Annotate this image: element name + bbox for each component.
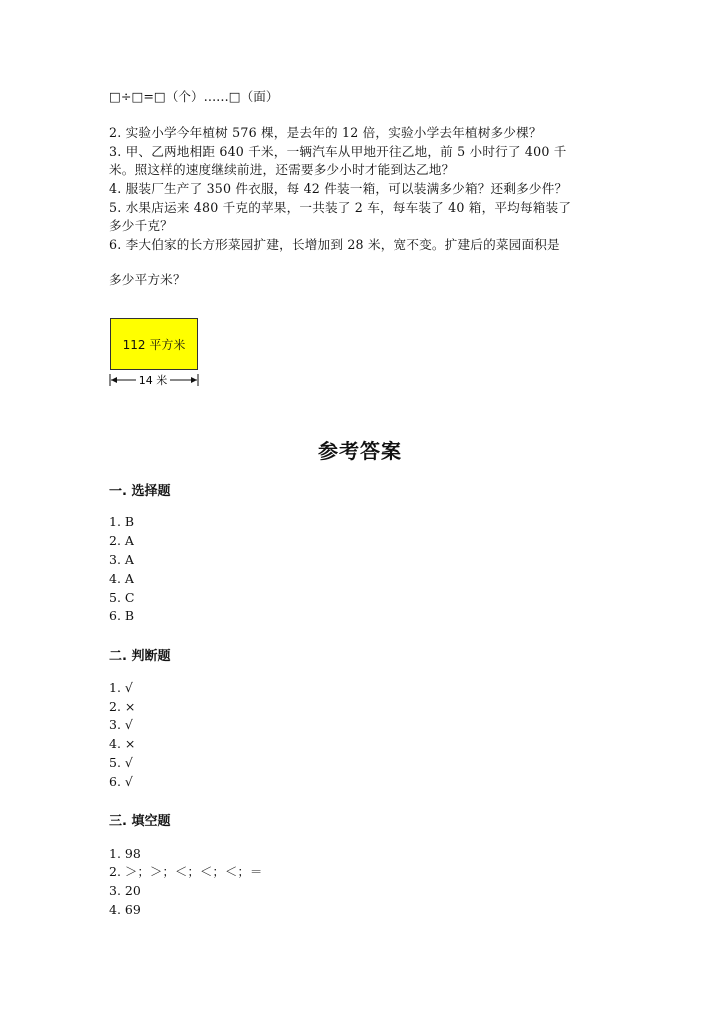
answer-judge-1: 1. √: [109, 680, 133, 695]
answer-judge-5: 5. √: [109, 755, 133, 770]
question-2: 2. 实验小学今年植树 576 棵，是去年的 12 倍，实验小学去年植树多少棵？: [109, 125, 542, 140]
answer-judge-3: 3. √: [109, 717, 133, 732]
width-label: 14 米: [138, 374, 168, 387]
answers-title: 参考答案: [318, 439, 402, 463]
answer-choice-2: 2. A: [109, 533, 134, 548]
question-5-line-2: 多少千克？: [109, 218, 173, 233]
answer-judge-6: 6. √: [109, 774, 133, 789]
width-dimension: [108, 373, 200, 387]
garden-diagram: [108, 317, 200, 389]
answer-choice-6: 6. B: [109, 608, 135, 623]
answer-fill-4: 4. 69: [109, 902, 141, 917]
question-6-line-2: 多少平方米？: [109, 272, 186, 287]
answer-choice-1: 1. B: [109, 514, 135, 529]
garden-rectangle: [110, 318, 198, 370]
section-heading-judge: 二. 判断题: [109, 649, 171, 664]
answer-choice-5: 5. C: [109, 590, 135, 605]
question-5-line-1: 5. 水果店运来 480 千克的苹果，一共装了 2 车，每车装了 40 箱，平均每箱装了: [109, 200, 572, 215]
section-heading-fill: 三. 填空题: [109, 814, 171, 829]
answer-choice-4: 4. A: [109, 571, 134, 586]
arrow-right-icon: [191, 377, 197, 383]
question-3-line-1: 3. 甲、乙两地相距 640 千米，一辆汽车从甲地开往乙地，前 5 小时行了 400 千: [109, 144, 567, 159]
top-line: □÷□=□（个）……□（面）: [109, 89, 279, 104]
area-label: 112 平方米: [122, 337, 186, 352]
answer-judge-2: 2. ×: [109, 699, 136, 714]
arrow-left-icon: [111, 377, 117, 383]
question-6-line-1: 6. 李大伯家的长方形菜园扩建，长增加到 28 米，宽不变。扩建后的菜园面积是: [109, 237, 560, 252]
answer-choice-3: 3. A: [109, 552, 134, 567]
answer-fill-1: 1. 98: [109, 846, 141, 861]
answer-judge-4: 4. ×: [109, 736, 136, 751]
question-4: 4. 服装厂生产了 350 件衣服，每 42 件装一箱，可以装满多少箱？还剩多少件？: [109, 181, 568, 196]
answer-fill-2: 2. ＞；＞；＜；＜；＜；＝: [109, 864, 263, 879]
question-3-line-2: 米。照这样的速度继续前进，还需要多少小时才能到达乙地？: [109, 162, 455, 177]
answer-fill-3: 3. 20: [109, 883, 141, 898]
section-heading-choice: 一. 选择题: [109, 484, 171, 499]
